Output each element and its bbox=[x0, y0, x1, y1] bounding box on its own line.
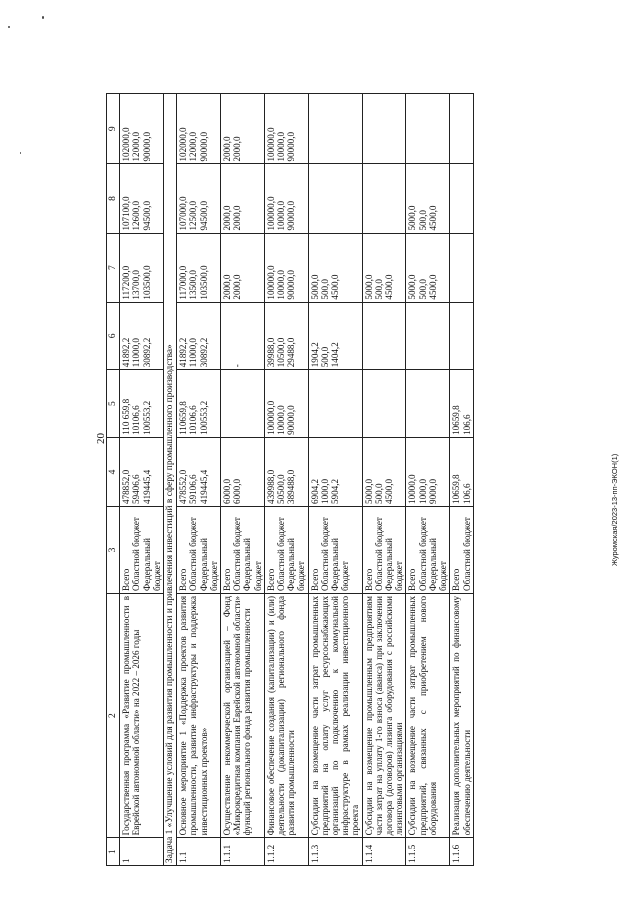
task-heading: Задача 1 «Улучшение условий для развития промышленности и привлечения инвестиций в сферу промышленного производства» bbox=[164, 94, 177, 866]
amount-v4 bbox=[308, 437, 362, 506]
funding-source-value: Областной бюджет bbox=[373, 517, 384, 591]
amount-v5 bbox=[308, 370, 362, 438]
row-name: Государственная программа «Развитие промышленности в Еврейской автономной области» на 2022 – 2026 годы bbox=[120, 593, 164, 837]
amount-v4 bbox=[264, 437, 308, 506]
amount-v7-value bbox=[242, 236, 252, 300]
amount-v5-value: 110659,8 bbox=[178, 401, 189, 435]
amount-v6-value: 41892,2 bbox=[178, 337, 189, 368]
amount-v6-value: - bbox=[232, 364, 243, 368]
amount-v4-value: 500,0 bbox=[373, 483, 384, 504]
funding-source bbox=[221, 506, 265, 593]
amount-v8 bbox=[177, 164, 221, 233]
amount-v6 bbox=[177, 302, 221, 370]
amount-v5-value: 100000,0 bbox=[265, 400, 276, 435]
amount-v6-value bbox=[364, 305, 374, 368]
amount-v7-value: 13700,0 bbox=[131, 270, 142, 300]
amount-v4-value: 4500,0 bbox=[384, 478, 395, 504]
amount-v6-value bbox=[407, 305, 417, 368]
amount-v9 bbox=[450, 94, 473, 165]
amount-v9-value: 10000,0 bbox=[276, 131, 287, 162]
table-row bbox=[406, 94, 450, 866]
row-name: Субсидии на возмещение части затрат промышленных предприятий на оплату услуг ресурсоснабжающих организаций по подключению к коммунальной инфраструктуре в рамках реализации инвестиционного проекта bbox=[308, 593, 362, 837]
amount-v4 bbox=[406, 437, 450, 506]
amount-v5-value bbox=[232, 372, 242, 435]
amount-v8-value bbox=[384, 167, 394, 231]
amount-v9 bbox=[362, 94, 406, 165]
amount-v7 bbox=[264, 233, 308, 302]
amount-v4-value: 478852,0 bbox=[121, 469, 132, 504]
amount-v8 bbox=[221, 164, 265, 233]
amount-v5 bbox=[221, 370, 265, 438]
amount-v4 bbox=[120, 437, 164, 506]
row-number: 1.1 bbox=[177, 838, 221, 866]
amount-v6-value bbox=[374, 305, 384, 368]
amount-v7-value: 500,0 bbox=[373, 279, 384, 300]
funding-source bbox=[120, 506, 164, 593]
amount-v7 bbox=[120, 233, 164, 302]
amount-v6-value bbox=[428, 305, 438, 368]
amount-v5-value bbox=[320, 372, 330, 435]
amount-v4-value: 59106,6 bbox=[188, 474, 199, 504]
amount-v4-value: 478552,0 bbox=[178, 469, 189, 504]
amount-v9-value bbox=[428, 96, 438, 162]
amount-v9-value: 102000,0 bbox=[178, 127, 189, 162]
amount-v4-value: 10659,8 bbox=[451, 474, 462, 504]
row-name: Финансовое обеспечение создания (капитализации) и (или) деятельности (докапитализации) регионального фонда развития промышленности bbox=[264, 593, 308, 837]
amount-v7-value: 4500,0 bbox=[384, 274, 395, 300]
amount-v5-value: 100553,2 bbox=[141, 400, 152, 435]
amount-v9-value bbox=[320, 96, 330, 162]
amount-v8-value bbox=[364, 167, 374, 231]
amount-v9 bbox=[406, 94, 450, 165]
amount-v8 bbox=[264, 164, 308, 233]
amount-v6-value: 39988,0 bbox=[265, 337, 276, 368]
amount-v5 bbox=[264, 370, 308, 438]
amount-v9-value bbox=[451, 96, 461, 162]
amount-v4 bbox=[450, 437, 473, 506]
amount-v9-value: 12000,0 bbox=[188, 131, 199, 162]
amount-v8-value bbox=[242, 167, 252, 231]
amount-v4-value: 6000,0 bbox=[232, 478, 243, 504]
amount-v5-value: 106,6 bbox=[461, 414, 472, 435]
amount-v9-value bbox=[330, 96, 340, 162]
amount-v6 bbox=[362, 302, 406, 370]
amount-v8-value: 5000,0 bbox=[407, 205, 418, 231]
table-row bbox=[177, 94, 221, 866]
amount-v8 bbox=[406, 164, 450, 233]
amount-v6 bbox=[308, 302, 362, 370]
amount-v8-value: 94500,0 bbox=[198, 200, 209, 231]
amount-v8-value: 10000,0 bbox=[276, 200, 287, 231]
amount-v9-value: 12000,0 bbox=[131, 131, 142, 162]
amount-v5-value bbox=[428, 372, 438, 435]
amount-v8-value: 100000,0 bbox=[265, 196, 276, 231]
funding-source bbox=[406, 506, 450, 593]
amount-v7 bbox=[450, 233, 473, 302]
column-header: 1 bbox=[107, 838, 120, 866]
amount-v8-value bbox=[451, 167, 461, 231]
amount-v6-value: 500,0 bbox=[319, 346, 330, 368]
amount-v7-value: 100000,0 bbox=[265, 265, 276, 300]
amount-v5 bbox=[120, 370, 164, 438]
amount-v9-value: 2000,0 bbox=[232, 136, 243, 162]
amount-v6-value: 1404,2 bbox=[330, 342, 341, 368]
amount-v9-value: 102000,0 bbox=[121, 127, 132, 162]
amount-v4-value: 1000,0 bbox=[319, 478, 330, 504]
funding-source-value: Федеральный бюджет bbox=[141, 537, 162, 591]
amount-v4-value: 10000,0 bbox=[407, 474, 418, 504]
amount-v8-value bbox=[320, 167, 330, 231]
column-header: 9 bbox=[107, 94, 120, 165]
scan-speck bbox=[20, 152, 21, 154]
amount-v4-value: 5904,2 bbox=[330, 478, 341, 504]
amount-v4-value: 9000,0 bbox=[427, 478, 438, 504]
budget-table-rotated bbox=[106, 93, 582, 866]
amount-v4 bbox=[362, 437, 406, 506]
column-header: 3 bbox=[107, 506, 120, 593]
amount-v8-value: 500,0 bbox=[417, 210, 428, 231]
amount-v4-value: 439988,0 bbox=[265, 469, 276, 504]
funding-source-value: Федеральный бюджет bbox=[286, 537, 307, 591]
amount-v6-value: 41892,2 bbox=[121, 337, 132, 368]
funding-source-value: Областной бюджет bbox=[461, 517, 472, 591]
funding-source bbox=[362, 506, 406, 593]
amount-v8-value bbox=[461, 167, 471, 231]
scan-speck bbox=[42, 16, 44, 19]
amount-v6-value bbox=[451, 305, 461, 368]
header-row bbox=[107, 94, 120, 866]
amount-v8 bbox=[120, 164, 164, 233]
amount-v4-value: 1000,0 bbox=[417, 478, 428, 504]
row-number: 1.1.5 bbox=[406, 838, 450, 866]
funding-source-value: Федеральный бюджет bbox=[330, 537, 351, 591]
row-number: 1.1.6 bbox=[450, 838, 473, 866]
funding-source-value: Всего bbox=[407, 568, 418, 591]
column-header: 8 bbox=[107, 164, 120, 233]
row-name: Основное мероприятие 1 «Поддержка проектов развития промышленности, развитие инфраструктуры и поддержка инвестиционных проектов» bbox=[177, 593, 221, 837]
amount-v6 bbox=[450, 302, 473, 370]
amount-v5-value: 10000,0 bbox=[276, 405, 287, 435]
document-code-note: Журомская/2023-13-пп-ЭКОН(1) bbox=[610, 453, 619, 566]
scan-speck bbox=[8, 26, 10, 28]
amount-v5-value: 90000,0 bbox=[286, 405, 297, 435]
amount-v8-value bbox=[310, 167, 320, 231]
amount-v6-value: 1904,2 bbox=[309, 342, 320, 368]
table-row bbox=[362, 94, 406, 866]
amount-v5-value: 110 659,8 bbox=[121, 398, 132, 435]
amount-v8-value: 90000,0 bbox=[286, 200, 297, 231]
amount-v5 bbox=[406, 370, 450, 438]
funding-source-value: Областной бюджет bbox=[319, 517, 330, 591]
amount-v7-value: 5000,0 bbox=[309, 274, 320, 300]
amount-v7-value: 10000,0 bbox=[276, 270, 287, 300]
amount-v8-value bbox=[374, 167, 384, 231]
amount-v6-value: 30892,2 bbox=[198, 337, 209, 368]
column-header: 4 bbox=[107, 437, 120, 506]
row-number: 1.1.2 bbox=[264, 838, 308, 866]
funding-source-value: Федеральный бюджет bbox=[427, 537, 449, 591]
amount-v6-value bbox=[242, 305, 252, 368]
amount-v7-value: 500,0 bbox=[319, 279, 330, 300]
amount-v4-value: 419445,4 bbox=[141, 469, 152, 504]
page-number: 20 bbox=[95, 433, 107, 444]
amount-v9 bbox=[221, 94, 265, 165]
amount-v9-value bbox=[461, 96, 471, 162]
amount-v9 bbox=[308, 94, 362, 165]
amount-v9-value bbox=[418, 96, 428, 162]
amount-v5 bbox=[177, 370, 221, 438]
amount-v7 bbox=[177, 233, 221, 302]
amount-v9-value: 100000,0 bbox=[265, 127, 276, 162]
amount-v5-value: 100553,2 bbox=[198, 400, 209, 435]
amount-v7-value: 117200,0 bbox=[121, 265, 132, 300]
budget-table bbox=[106, 93, 474, 866]
amount-v4-value: 59406,6 bbox=[131, 474, 142, 504]
amount-v5-value bbox=[374, 372, 384, 435]
amount-v6-value: 11000,0 bbox=[131, 338, 142, 368]
amount-v7 bbox=[221, 233, 265, 302]
amount-v7-value: 2000,0 bbox=[232, 274, 243, 300]
amount-v7-value: 117000,0 bbox=[178, 265, 189, 300]
amount-v4-value bbox=[242, 440, 252, 504]
row-name: Субсидии на возмещение части затрат промышленных предприятий, связанных с приобретением нового оборудования bbox=[406, 593, 450, 837]
amount-v7-value: 2000,0 bbox=[222, 274, 233, 300]
amount-v4-value: 6904,2 bbox=[309, 478, 320, 504]
amount-v5-value bbox=[364, 372, 374, 435]
amount-v8-value: 94500,0 bbox=[141, 200, 152, 231]
amount-v9-value: 90000,0 bbox=[141, 131, 152, 162]
amount-v4 bbox=[221, 437, 265, 506]
amount-v9-value: 2000,0 bbox=[222, 136, 233, 162]
amount-v7-value: 90000,0 bbox=[286, 270, 297, 300]
amount-v9-value: 90000,0 bbox=[286, 131, 297, 162]
amount-v8-value bbox=[330, 167, 340, 231]
row-number: 1.1.1 bbox=[221, 838, 265, 866]
funding-source-value: Областной бюджет bbox=[232, 517, 243, 591]
amount-v7 bbox=[362, 233, 406, 302]
funding-source-value: Всего bbox=[363, 568, 374, 591]
amount-v7-value: 103500,0 bbox=[141, 265, 152, 300]
amount-v7-value: 4500,0 bbox=[330, 274, 341, 300]
amount-v5-value bbox=[222, 372, 232, 435]
funding-source-value: Областной бюджет bbox=[188, 517, 199, 591]
amount-v4-value: 389488,0 bbox=[286, 469, 297, 504]
amount-v8-value: 2000,0 bbox=[222, 205, 233, 231]
amount-v5-value bbox=[242, 372, 252, 435]
amount-v5-value bbox=[310, 372, 320, 435]
amount-v8 bbox=[362, 164, 406, 233]
amount-v9-value bbox=[310, 96, 320, 162]
amount-v5-value: 10106,6 bbox=[188, 405, 199, 435]
amount-v8-value: 12500,0 bbox=[188, 200, 199, 231]
funding-source-value: Федеральный бюджет bbox=[198, 537, 219, 591]
row-number: 1.1.4 bbox=[362, 838, 406, 866]
amount-v9 bbox=[177, 94, 221, 165]
amount-v6-value: 10500,0 bbox=[276, 337, 287, 368]
amount-v8-value: 12600,0 bbox=[131, 200, 142, 231]
column-header: 6 bbox=[107, 302, 120, 370]
amount-v6 bbox=[120, 302, 164, 370]
table-row bbox=[264, 94, 308, 866]
amount-v4 bbox=[177, 437, 221, 506]
amount-v6 bbox=[221, 302, 265, 370]
funding-source-value: Областной бюджет bbox=[131, 517, 142, 591]
amount-v7-value: 5000,0 bbox=[363, 274, 374, 300]
row-name: Реализация дополнительных мероприятий по финансовому обеспечению деятельности bbox=[450, 593, 473, 837]
amount-v6-value: 11000,0 bbox=[188, 338, 199, 368]
amount-v7-value bbox=[461, 236, 471, 300]
funding-source-value: Всего bbox=[222, 568, 233, 591]
amount-v8-value: 2000,0 bbox=[232, 205, 243, 231]
amount-v6 bbox=[406, 302, 450, 370]
amount-v9 bbox=[264, 94, 308, 165]
amount-v6-value bbox=[222, 305, 232, 368]
funding-source-value: Всего bbox=[178, 568, 189, 591]
funding-source-value: Областной бюджет bbox=[276, 517, 287, 591]
amount-v8-value: 107000,0 bbox=[178, 196, 189, 231]
amount-v5-value: 10106,6 bbox=[131, 405, 142, 435]
table-row bbox=[450, 94, 473, 866]
amount-v9-value bbox=[364, 96, 374, 162]
table-row bbox=[120, 94, 164, 866]
amount-v4-value: 106,6 bbox=[461, 483, 472, 504]
amount-v6-value bbox=[384, 305, 394, 368]
amount-v8-value: 4500,0 bbox=[427, 205, 438, 231]
table-row bbox=[308, 94, 362, 866]
amount-v7-value: 103500,0 bbox=[198, 265, 209, 300]
column-header: 7 bbox=[107, 233, 120, 302]
amount-v7 bbox=[308, 233, 362, 302]
funding-source-value: Всего bbox=[451, 568, 462, 591]
amount-v5-value bbox=[407, 372, 417, 435]
amount-v7-value bbox=[451, 236, 461, 300]
funding-source-value: Федеральный бюджет bbox=[242, 537, 263, 591]
amount-v7-value: 13500,0 bbox=[188, 270, 199, 300]
amount-v9-value bbox=[242, 96, 252, 162]
table-row bbox=[221, 94, 265, 866]
row-number: 1 bbox=[120, 838, 164, 866]
funding-source bbox=[264, 506, 308, 593]
amount-v4-value: 50500,0 bbox=[276, 474, 287, 504]
funding-source-value: Областной бюджет bbox=[417, 517, 428, 591]
task-row bbox=[164, 94, 177, 866]
amount-v5-value: 10659,8 bbox=[451, 405, 462, 435]
amount-v7-value: 4500,0 bbox=[427, 274, 438, 300]
amount-v6 bbox=[264, 302, 308, 370]
funding-source bbox=[450, 506, 473, 593]
amount-v5 bbox=[450, 370, 473, 438]
amount-v5-value bbox=[384, 372, 394, 435]
amount-v9-value bbox=[384, 96, 394, 162]
funding-source-value: Всего bbox=[121, 568, 132, 591]
funding-source bbox=[308, 506, 362, 593]
funding-source bbox=[177, 506, 221, 593]
amount-v4-value: 6000,0 bbox=[222, 478, 233, 504]
amount-v8-value: 107100,0 bbox=[121, 196, 132, 231]
funding-source-value: Федеральный бюджет bbox=[384, 537, 405, 591]
column-header: 2 bbox=[107, 593, 120, 837]
funding-source-value: Всего bbox=[309, 568, 320, 591]
amount-v9 bbox=[120, 94, 164, 165]
amount-v6-value bbox=[418, 305, 428, 368]
amount-v5-value bbox=[330, 372, 340, 435]
row-name: Осуществление некоммерческой организацией – Фонд «Микрокредитная компания Еврейской автономной области» функций регионального фонда развития промышленности bbox=[221, 593, 265, 837]
amount-v7-value: 5000,0 bbox=[407, 274, 418, 300]
amount-v7 bbox=[406, 233, 450, 302]
amount-v5 bbox=[362, 370, 406, 438]
amount-v4-value: 5000,0 bbox=[363, 478, 374, 504]
amount-v6-value bbox=[461, 305, 471, 368]
amount-v8 bbox=[308, 164, 362, 233]
row-number: 1.1.3 bbox=[308, 838, 362, 866]
amount-v5-value bbox=[418, 372, 428, 435]
amount-v8 bbox=[450, 164, 473, 233]
amount-v9-value: 90000,0 bbox=[198, 131, 209, 162]
amount-v9-value bbox=[374, 96, 384, 162]
amount-v6-value: 29488,0 bbox=[286, 337, 297, 368]
amount-v6-value: 30892,2 bbox=[141, 337, 152, 368]
row-name: Субсидии на возмещение промышленным предприятиям части затрат на уплату 1-го взноса (аванса) при заключении договора (договоров) лизинга оборудования с российскими лизинговыми организациями bbox=[362, 593, 406, 837]
column-header: 5 bbox=[107, 370, 120, 438]
amount-v4-value: 419445,4 bbox=[198, 469, 209, 504]
amount-v9-value bbox=[407, 96, 417, 162]
amount-v7-value: 500,0 bbox=[417, 279, 428, 300]
funding-source-value: Всего bbox=[265, 568, 276, 591]
